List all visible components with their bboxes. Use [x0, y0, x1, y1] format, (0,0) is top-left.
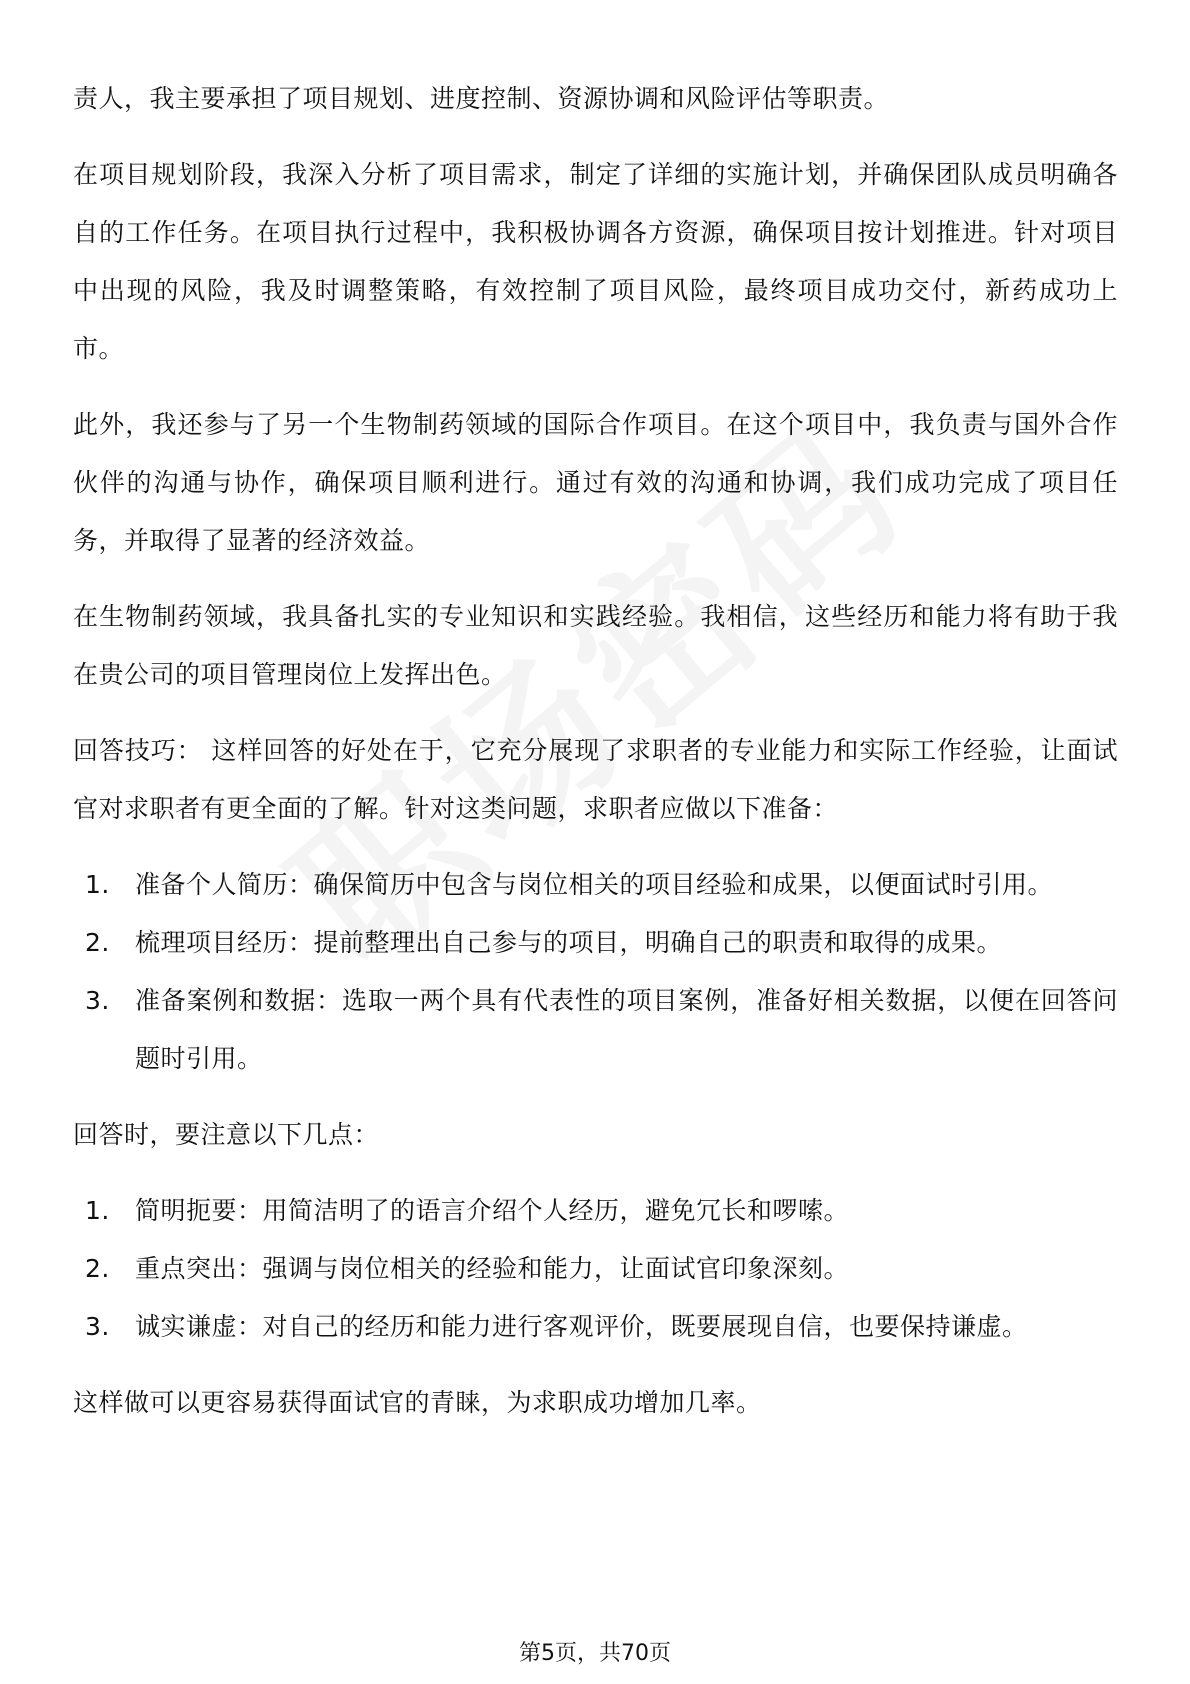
list-item-text: 重点突出：强调与岗位相关的经验和能力，让面试官印象深刻。: [135, 1254, 850, 1283]
list-item: [73, 1298, 1118, 1356]
list-item: [73, 914, 1118, 972]
list-item: [73, 1240, 1118, 1298]
list-item-text: 准备案例和数据：选取一两个具有代表性的项目案例，准备好相关数据，以便在回答问题时引用。: [135, 986, 1118, 1073]
list-item: [73, 1182, 1118, 1240]
list-number: 3.: [85, 1312, 110, 1341]
list-item-text: 简明扼要：用简洁明了的语言介绍个人经历，避免冗长和啰嗦。: [135, 1196, 850, 1225]
list-item-text: 准备个人简历：确保简历中包含与岗位相关的项目经验和成果，以便面试时引用。: [135, 870, 1054, 899]
preparation-list: [73, 856, 1118, 1088]
list-item-text: 梳理项目经历：提前整理出自己参与的项目，明确自己的职责和取得的成果。: [135, 928, 1003, 957]
paragraph-closing: 这样做可以更容易获得面试官的青睐，为求职成功增加几率。: [73, 1388, 762, 1417]
notice-heading: 回答时，要注意以下几点：: [73, 1120, 380, 1149]
list-item: [73, 856, 1118, 914]
list-number: 3.: [85, 986, 110, 1015]
paragraph-expertise: 在生物制药领域，我具备扎实的专业知识和实践经验。我相信，这些经历和能力将有助于我在贵公司的项目管理岗位上发挥出色。: [73, 602, 1118, 689]
list-number: 1.: [85, 1196, 110, 1225]
list-number: 1.: [85, 870, 110, 899]
paragraph-responsibilities: 责人，我主要承担了项目规划、进度控制、资源协调和风险评估等职责。: [73, 84, 890, 113]
list-item-text: 诚实谦虚：对自己的经历和能力进行客观评价，既要展现自信，也要保持谦虚。: [135, 1312, 1028, 1341]
list-item: [73, 972, 1118, 1088]
page-content: [73, 70, 1118, 1462]
notice-list: [73, 1182, 1118, 1356]
paragraph-project-planning: 在项目规划阶段，我深入分析了项目需求，制定了详细的实施计划，并确保团队成员明确各自的工作任务。在项目执行过程中，我积极协调各方资源，确保项目按计划推进。针对项目中出现的风险，我及时调整策略，有效控制了项目风险，最终项目成功交付，新药成功上市。: [73, 160, 1118, 363]
paragraph-international-project: 此外，我还参与了另一个生物制药领域的国际合作项目。在这个项目中，我负责与国外合作伙伴的沟通与协作，确保项目顺利进行。通过有效的沟通和协调，我们成功完成了项目任务，并取得了显著的经济效益。: [73, 410, 1118, 555]
page-footer: 第5页，共70页: [519, 1641, 671, 1666]
list-number: 2.: [85, 1254, 110, 1283]
paragraph-answer-tips: 回答技巧： 这样回答的好处在于，它充分展现了求职者的专业能力和实际工作经验，让面试官对求职者有更全面的了解。针对这类问题，求职者应做以下准备：: [73, 736, 1118, 823]
list-number: 2.: [85, 928, 110, 957]
